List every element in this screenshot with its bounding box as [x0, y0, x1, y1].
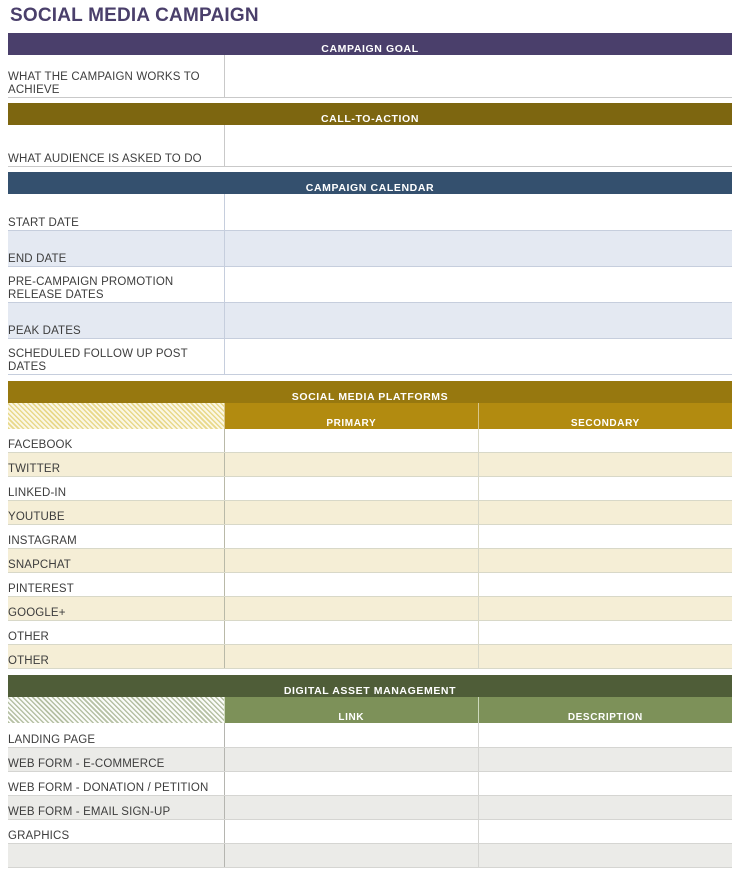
cell-partial-link[interactable] [224, 843, 478, 867]
column-header-row [8, 403, 732, 429]
table-row [8, 477, 732, 501]
row-label-graphics: GRAPHICS [8, 819, 224, 843]
cell-snapchat-primary[interactable] [224, 549, 478, 573]
banner-call-to-action: CALL-TO-ACTION [8, 103, 732, 125]
cell-pinterest-primary[interactable] [224, 573, 478, 597]
cell-landing-page-description[interactable] [478, 723, 732, 747]
row-label-youtube: YOUTUBE [8, 501, 224, 525]
cell-other-2-secondary[interactable] [478, 645, 732, 669]
row-label-twitter: TWITTER [8, 453, 224, 477]
cell-instagram-secondary[interactable] [478, 525, 732, 549]
table-row [8, 453, 732, 477]
row-label-snapchat: SNAPCHAT [8, 549, 224, 573]
row-input-pre-campaign-promotion-release-dates[interactable] [224, 266, 732, 302]
cell-web-form-email-sign-up-description[interactable] [478, 795, 732, 819]
table-row [8, 819, 732, 843]
row-input-call-to-action[interactable] [224, 125, 732, 167]
table-row [8, 843, 732, 867]
cell-facebook-primary[interactable] [224, 429, 478, 453]
cell-twitter-primary[interactable] [224, 453, 478, 477]
row-label-instagram: INSTAGRAM [8, 525, 224, 549]
cell-other-2-primary[interactable] [224, 645, 478, 669]
column-header-link: LINK [224, 697, 478, 723]
banner-campaign-goal: CAMPAIGN GOAL [8, 33, 732, 55]
section-banner-row [8, 103, 732, 125]
row-label-call-to-action: WHAT AUDIENCE IS ASKED TO DO [8, 125, 224, 167]
cell-facebook-secondary[interactable] [478, 429, 732, 453]
row-label-partial [8, 843, 224, 867]
cell-web-form-email-sign-up-link[interactable] [224, 795, 478, 819]
table-row [8, 194, 732, 230]
row-input-scheduled-follow-up-post-dates[interactable] [224, 338, 732, 374]
column-header-secondary: SECONDARY [478, 403, 732, 429]
table-row [8, 747, 732, 771]
section-banner-row [8, 172, 732, 194]
table-row [8, 501, 732, 525]
section-banner-row [8, 675, 732, 697]
section-campaign-goal [8, 33, 732, 98]
cell-web-form-donation-petition-description[interactable] [478, 771, 732, 795]
row-label-other-2: OTHER [8, 645, 224, 669]
table-row [8, 338, 732, 374]
table-row [8, 573, 732, 597]
cell-graphics-link[interactable] [224, 819, 478, 843]
row-label-landing-page: LANDING PAGE [8, 723, 224, 747]
cell-google-plus-secondary[interactable] [478, 597, 732, 621]
row-input-peak-dates[interactable] [224, 302, 732, 338]
section-social-media-platforms [8, 381, 732, 670]
row-label-end-date: END DATE [8, 230, 224, 266]
table-row [8, 645, 732, 669]
table-row [8, 525, 732, 549]
cell-web-form-e-commerce-link[interactable] [224, 747, 478, 771]
table-row [8, 302, 732, 338]
cell-web-form-donation-petition-link[interactable] [224, 771, 478, 795]
row-label-pinterest: PINTEREST [8, 573, 224, 597]
cell-youtube-primary[interactable] [224, 501, 478, 525]
section-banner-row [8, 33, 732, 55]
cell-web-form-e-commerce-description[interactable] [478, 747, 732, 771]
cell-landing-page-link[interactable] [224, 723, 478, 747]
row-label-facebook: FACEBOOK [8, 429, 224, 453]
row-input-start-date[interactable] [224, 194, 732, 230]
row-label-other-1: OTHER [8, 621, 224, 645]
table-row [8, 230, 732, 266]
row-label-google-plus: GOOGLE+ [8, 597, 224, 621]
row-label-web-form-email-sign-up: WEB FORM - EMAIL SIGN-UP [8, 795, 224, 819]
table-row [8, 621, 732, 645]
banner-social-media-platforms: SOCIAL MEDIA PLATFORMS [8, 381, 732, 403]
column-header-primary: PRIMARY [224, 403, 478, 429]
cell-linked-in-secondary[interactable] [478, 477, 732, 501]
row-label-linked-in: LINKED-IN [8, 477, 224, 501]
table-row [8, 795, 732, 819]
table-row [8, 771, 732, 795]
cell-google-plus-primary[interactable] [224, 597, 478, 621]
cell-pinterest-secondary[interactable] [478, 573, 732, 597]
banner-digital-asset-management: DIGITAL ASSET MANAGEMENT [8, 675, 732, 697]
row-label-web-form-e-commerce: WEB FORM - E-COMMERCE [8, 747, 224, 771]
row-input-campaign-goal[interactable] [224, 55, 732, 97]
cell-youtube-secondary[interactable] [478, 501, 732, 525]
cell-partial-description[interactable] [478, 843, 732, 867]
table-row [8, 125, 732, 167]
section-digital-asset-management [8, 675, 732, 868]
section-campaign-calendar [8, 172, 732, 375]
cell-snapchat-secondary[interactable] [478, 549, 732, 573]
table-row [8, 723, 732, 747]
cell-graphics-description[interactable] [478, 819, 732, 843]
row-label-pre-campaign-promotion-release-dates: PRE-CAMPAIGN PROMOTION RELEASE DATES [8, 266, 224, 302]
section-call-to-action [8, 103, 732, 168]
banner-campaign-calendar: CAMPAIGN CALENDAR [8, 172, 732, 194]
table-row [8, 549, 732, 573]
corner-hatch-cell [8, 403, 224, 429]
row-label-start-date: START DATE [8, 194, 224, 230]
section-banner-row [8, 381, 732, 403]
cell-instagram-primary[interactable] [224, 525, 478, 549]
table-row [8, 597, 732, 621]
corner-hatch-cell [8, 697, 224, 723]
row-label-peak-dates: PEAK DATES [8, 302, 224, 338]
row-label-scheduled-follow-up-post-dates: SCHEDULED FOLLOW UP POST DATES [8, 338, 224, 374]
cell-other-1-primary[interactable] [224, 621, 478, 645]
row-input-end-date[interactable] [224, 230, 732, 266]
cell-linked-in-primary[interactable] [224, 477, 478, 501]
table-row [8, 55, 732, 97]
table-row [8, 266, 732, 302]
table-row [8, 429, 732, 453]
column-header-row [8, 697, 732, 723]
page-title: SOCIAL MEDIA CAMPAIGN [10, 5, 259, 26]
row-label-campaign-goal: WHAT THE CAMPAIGN WORKS TO ACHIEVE [8, 55, 224, 97]
cell-other-1-secondary[interactable] [478, 621, 732, 645]
column-header-description: DESCRIPTION [478, 697, 732, 723]
row-label-web-form-donation-petition: WEB FORM - DONATION / PETITION [8, 771, 224, 795]
cell-twitter-secondary[interactable] [478, 453, 732, 477]
